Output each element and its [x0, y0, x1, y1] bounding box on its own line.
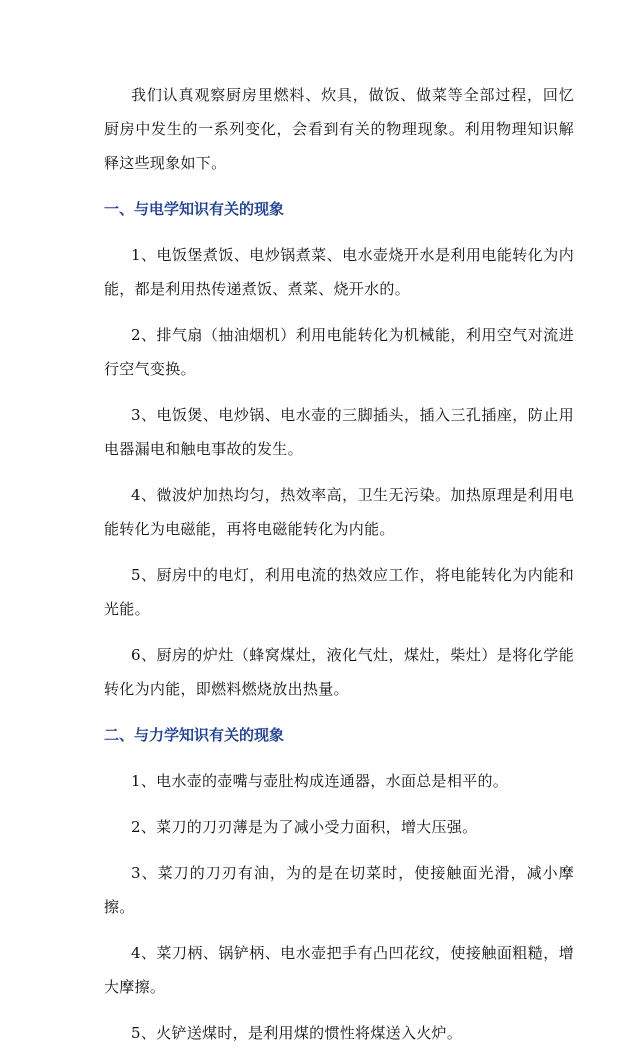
list-item: 4、菜刀柄、锅铲柄、电水壶把手有凸凹花纹，使接触面粗糙，增大摩擦。	[104, 944, 574, 996]
list-item: 3、菜刀的刀刃有油，为的是在切菜时，使接触面光滑，减小摩擦。	[104, 864, 574, 916]
list-item: 2、菜刀的刀刃薄是为了减小受力面积，增大压强。	[131, 818, 478, 836]
list-item: 5、厨房中的电灯，利用电流的热效应工作，将电能转化为内能和光能。	[104, 566, 574, 618]
document-page	[104, 78, 574, 1062]
intro-paragraph: 我们认真观察厨房里燃料、炊具，做饭、做菜等全部过程，回忆厨房中发生的一系列变化，会看到有关的物理现象。利用物理知识解释这些现象如下。	[104, 86, 574, 172]
list-item: 6、厨房的炉灶（蜂窝煤灶，液化气灶，煤灶，柴灶）是将化学能转化为内能，即燃料燃烧放出热量。	[104, 646, 574, 698]
section-heading-mechanics: 二、与力学知识有关的现象	[104, 726, 285, 744]
list-item: 5、火铲送煤时，是利用煤的惯性将煤送入火炉。	[131, 1024, 463, 1042]
list-item: 2、排气扇（抽油烟机）利用电能转化为机械能，利用空气对流进行空气变换。	[104, 326, 574, 378]
section-heading-electricity: 一、与电学知识有关的现象	[104, 200, 285, 218]
list-item: 4、微波炉加热均匀，热效率高，卫生无污染。加热原理是利用电能转化为电磁能，再将电磁能转化为内能。	[104, 486, 574, 538]
list-item: 1、电水壶的壶嘴与壶肚构成连通器，水面总是相平的。	[131, 772, 509, 790]
list-item: 3、电饭煲、电炒锅、电水壶的三脚插头，插入三孔插座，防止用电器漏电和触电事故的发生。	[104, 406, 574, 458]
list-item: 1、电饭堡煮饭、电炒锅煮菜、电水壶烧开水是利用电能转化为内能，都是利用热传递煮饭、煮菜、烧开水的。	[104, 246, 574, 298]
